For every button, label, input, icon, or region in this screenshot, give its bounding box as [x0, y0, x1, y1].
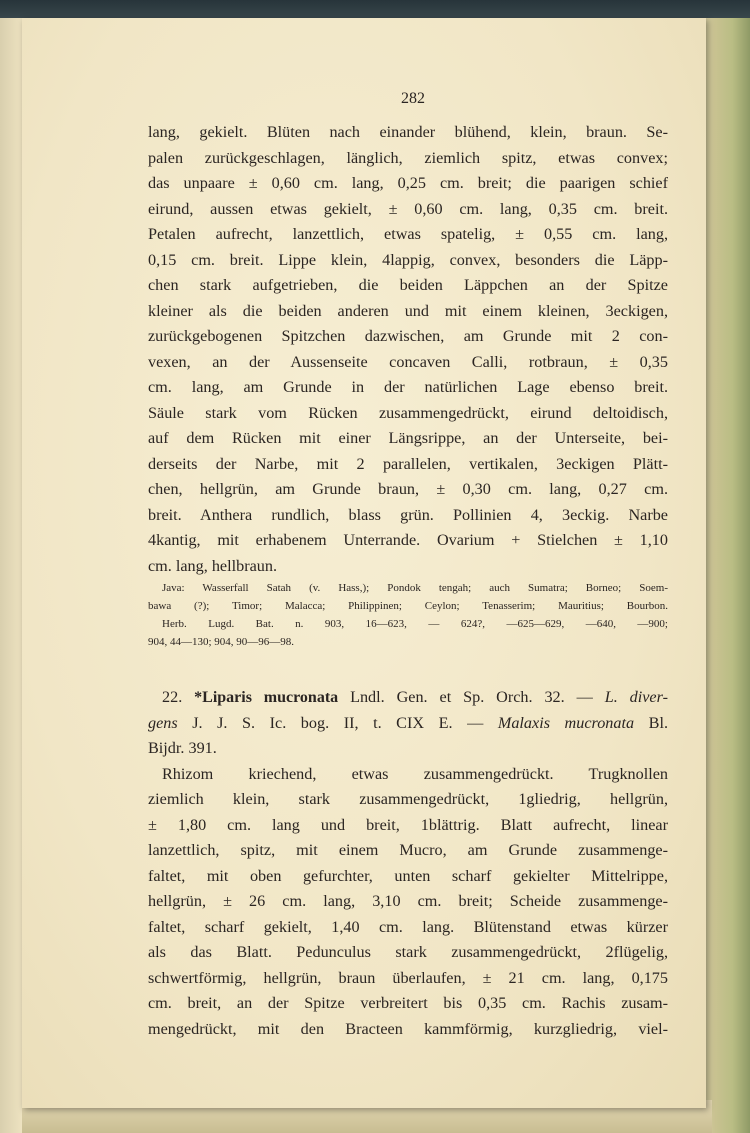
- synonym-name: Malaxis mucronata: [497, 713, 635, 732]
- species-heading-line: [148, 685, 668, 711]
- species-heading-line: Bijdr. 391.: [148, 739, 217, 757]
- text-line: derseits der Narbe, mit 2 parallelen, vertikalen, 3eckigen Plätt-: [148, 454, 668, 473]
- species-heading-line: [148, 711, 668, 737]
- text-line: palen zurückgeschlagen, länglich, ziemlich spitz, etwas convex;: [148, 148, 668, 167]
- text-line: zurückgebogenen Spitzchen dazwischen, am Grunde mit 2 con-: [148, 327, 668, 345]
- text-line: breit. Anthera rundlich, blass grün. Pollinien 4, 3eckig. Narbe: [148, 505, 668, 524]
- text-line: vexen, an der Aussenseite concaven Calli, rotbraun, ± 0,35: [148, 352, 668, 371]
- species-citation: J. J. S. Ic. bog. II, t. CIX E. —: [177, 713, 498, 732]
- distribution-line: Java: Wasserfall Satah (v. Hass,); Pondok tengah; auch Sumatra; Borneo; Soem-: [162, 582, 668, 594]
- text-line: eirund, aussen etwas gekielt, ± 0,60 cm. lang, 0,35 cm. breit.: [148, 199, 668, 218]
- species-description: [148, 762, 668, 1043]
- text-line: schwertförmig, hellgrün, braun überlaufen, ± 21 cm. lang, 0,175: [148, 968, 668, 987]
- distribution-line: 904, 44—130; 904, 90—96—98.: [148, 636, 295, 648]
- text-line: faltet, scharf gekielt, 1,40 cm. lang. Blütenstand etwas kürzer: [148, 917, 668, 936]
- text-line: das unpaare ± 0,60 cm. lang, 0,25 cm. breit; die paarigen schief: [148, 174, 668, 192]
- distribution-line: Herb. Lugd. Bat. n. 903, 16—623, — 624?, —625—629, —640, —900;: [162, 618, 668, 630]
- text-line: Petalen aufrecht, lanzettlich, etwas spatelig, ± 0,55 cm. lang,: [148, 225, 668, 243]
- text-line: mengedrückt, mit den Bracteen kammförmig, kurzgliedrig, viel-: [148, 1019, 668, 1038]
- distribution-line: bawa (?); Timor; Malacca; Philippinen; Ceylon; Tenasserim; Mauritius; Bourbon.: [148, 600, 668, 612]
- species-heading: [148, 685, 668, 762]
- text-line: Rhizom kriechend, etwas zusammengedrückt. Trugknollen: [162, 764, 668, 783]
- species-citation: Lndl. Gen. et Sp. Orch. 32. —: [338, 688, 605, 706]
- text-line: Säule stark vom Rücken zusammengedrückt, eirund deltoidisch,: [148, 403, 668, 422]
- synonym-name: gens: [148, 713, 178, 732]
- text-line: hellgrün, ± 26 cm. lang, 3,10 cm. breit; Scheide zusammenge-: [148, 892, 668, 910]
- text-line: cm. lang, am Grunde in der natürlichen Lage ebenso breit.: [148, 378, 668, 396]
- species-name: *Liparis mucronata: [194, 689, 339, 706]
- text-line: auf dem Rücken mit einer Längsrippe, an der Unterseite, bei-: [148, 429, 668, 447]
- species-citation: Bl.: [634, 713, 668, 732]
- text-line: 0,15 cm. breit. Lippe klein, 4lappig, convex, besonders die Läpp-: [148, 250, 668, 269]
- text-line: kleiner als die beiden anderen und mit einem kleinen, 3eckigen,: [148, 301, 668, 320]
- text-line: lang, gekielt. Blüten nach einander blühend, klein, braun. Se-: [148, 123, 668, 141]
- text-line: 4kantig, mit erhabenem Unterrande. Ovarium + Stielchen ± 1,10: [148, 531, 668, 549]
- text-line: chen, hellgrün, am Grunde braun, ± 0,30 cm. lang, 0,27 cm.: [148, 480, 668, 498]
- text-line: faltet, mit oben gefurchter, unten scharf gekielter Mittelrippe,: [148, 866, 668, 885]
- text-line: ziemlich klein, stark zusammengedrückt, 1gliedrig, hellgrün,: [148, 790, 668, 808]
- page-text: [148, 90, 668, 1042]
- text-line: als das Blatt. Pedunculus stark zusammengedrückt, 2flügelig,: [148, 943, 668, 961]
- description-paragraph: [148, 120, 668, 579]
- page-number: 282: [401, 90, 425, 107]
- distribution-note: [148, 579, 668, 651]
- text-line: ± 1,80 cm. lang und breit, 1blättrig. Blatt aufrecht, linear: [148, 815, 668, 834]
- species-number: 22.: [162, 688, 183, 706]
- text-line: cm. breit, an der Spitze verbreitert bis 0,35 cm. Rachis zusam-: [148, 994, 668, 1012]
- text-line: chen stark aufgetrieben, die beiden Läppchen an der Spitze: [148, 276, 668, 294]
- right-page-edge: [700, 18, 750, 1133]
- text-line: cm. lang, hellbraun.: [148, 556, 278, 575]
- text-line: lanzettlich, spitz, mit einem Mucro, am Grunde zusammenge-: [148, 841, 668, 859]
- synonym-name: L. diver-: [604, 688, 668, 706]
